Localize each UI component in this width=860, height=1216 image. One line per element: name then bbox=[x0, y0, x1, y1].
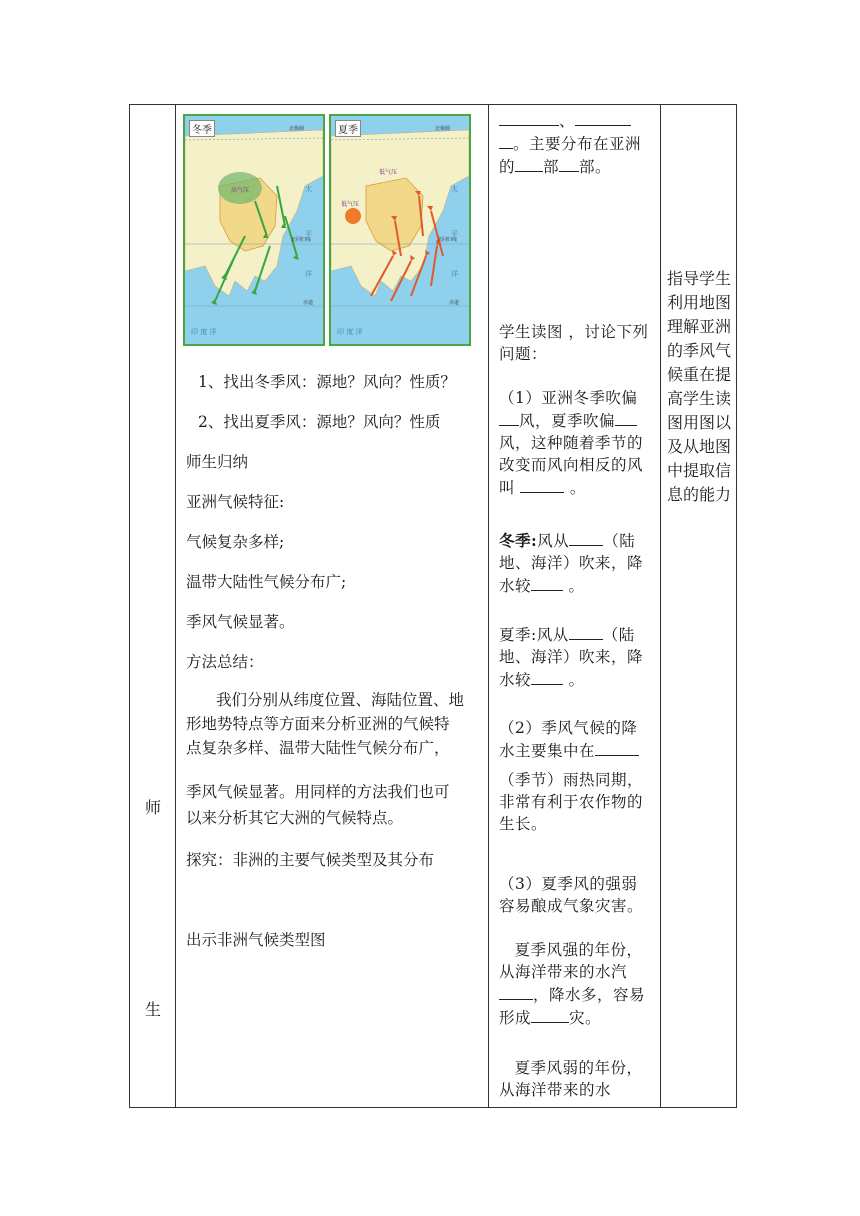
summer-low-pressure-label: 低气压 bbox=[379, 169, 398, 176]
winter-ocean-label-1: 太 bbox=[305, 185, 312, 193]
method-text-line-2: 形地势特点等方面来分析亚洲的气候特 bbox=[186, 715, 450, 733]
blank bbox=[615, 409, 637, 426]
text: 部。 bbox=[579, 158, 612, 176]
summer-low-pressure-label-2: 低气压 bbox=[341, 201, 360, 208]
winter-map-graphic bbox=[185, 116, 323, 344]
explore-africa-climate: 探究：非洲的主要气候类型及其分布 bbox=[186, 851, 435, 869]
text: 部 bbox=[543, 158, 560, 176]
role-column bbox=[130, 105, 176, 1107]
winter-ocean-label-3: 洋 bbox=[305, 270, 312, 278]
blank bbox=[569, 623, 603, 640]
blank bbox=[499, 409, 519, 426]
teacher-column bbox=[176, 105, 489, 1107]
text: ，降水多，容易形成 bbox=[499, 986, 646, 1027]
blank bbox=[569, 529, 603, 546]
summer-map-label: 夏季 bbox=[335, 120, 361, 137]
winter-label: 冬季: bbox=[499, 531, 538, 550]
winter-equator-label: 赤道 bbox=[303, 300, 314, 306]
text: （陆地、海洋）吹来，降水较 bbox=[499, 626, 644, 689]
student-weak-monsoon: 夏季风弱的年份，从海洋带来的水 bbox=[499, 1059, 643, 1099]
student-summer-fill bbox=[499, 623, 653, 691]
text: （1）亚洲冬季吹偏 bbox=[499, 389, 638, 407]
student-question-3: （3）夏季风的强弱容易酿成气象灾害。 bbox=[499, 875, 644, 915]
winter-map-label: 冬季 bbox=[189, 120, 215, 137]
text: 风从 bbox=[536, 626, 569, 644]
winter-monsoon-map bbox=[183, 114, 325, 346]
summer-arctic-circle-label: 北极圈 bbox=[435, 126, 451, 132]
method-text-line-1: 我们分别从纬度位置、海陆位置、地 bbox=[216, 691, 465, 709]
blank bbox=[559, 155, 579, 172]
show-africa-climate-map: 出示非洲气候类型图 bbox=[186, 931, 326, 949]
method-text-line-5: 以来分析其它大洲的气候特点。 bbox=[186, 809, 404, 827]
summer-label: 夏季: bbox=[499, 626, 537, 644]
winter-indian-ocean-label: 印 度 洋 bbox=[191, 328, 217, 336]
separator: 、 bbox=[559, 112, 576, 130]
summer-monsoon-map bbox=[329, 114, 471, 346]
climate-feature-1: 气候复杂多样; bbox=[186, 533, 285, 551]
text: 风，夏季吹偏 bbox=[519, 412, 616, 430]
summary-title: 师生归纳 bbox=[186, 453, 249, 471]
winter-high-pressure-label: 高气压 bbox=[231, 187, 250, 194]
student-winter-fill bbox=[499, 529, 653, 597]
intent-column bbox=[661, 105, 737, 1107]
text: 。 bbox=[568, 577, 585, 595]
summer-monsoon-question: 2、找出夏季风：源地？风向？性质 bbox=[198, 413, 441, 431]
text: 风从 bbox=[537, 532, 570, 550]
blank bbox=[499, 983, 533, 1000]
blank bbox=[531, 574, 563, 591]
blank bbox=[595, 739, 639, 756]
summer-ocean-label-3: 洋 bbox=[451, 270, 458, 278]
text: 风，这种随着季节的改变而风向相反的风叫 bbox=[499, 434, 644, 497]
text: 。 bbox=[568, 671, 585, 689]
text: 灾。 bbox=[569, 1009, 602, 1027]
text: （陆地、海洋）吹来，降水较 bbox=[499, 532, 644, 595]
blank bbox=[575, 109, 631, 126]
method-text-line-4: 季风气候显著。用同样的方法我们也可 bbox=[186, 783, 450, 801]
blank bbox=[531, 668, 563, 685]
method-summary-title: 方法总结： bbox=[186, 653, 264, 671]
design-intent-text: 指导学生利用地图理解亚洲的季风气候重在提高学生读图用图以及从地图中提取信息的能力 bbox=[667, 269, 732, 504]
role-teacher: 师 bbox=[144, 798, 161, 817]
climate-feature-2: 温带大陆性气候分布广; bbox=[186, 573, 347, 591]
student-column bbox=[489, 105, 661, 1107]
student-fill-top bbox=[499, 109, 653, 178]
summer-equator-label: 赤道 bbox=[449, 300, 460, 306]
student-question-2 bbox=[499, 717, 653, 762]
lesson-table bbox=[129, 104, 737, 1108]
student-question-2-cont: （季节）雨热同期，非常有利于农作物的生长。 bbox=[499, 771, 644, 833]
climate-feature-title: 亚洲气候特征: bbox=[186, 493, 285, 511]
blank bbox=[515, 155, 543, 172]
climate-feature-3: 季风气候显著。 bbox=[186, 613, 295, 631]
text: （2）季风气候的降水主要集中在 bbox=[499, 719, 638, 760]
winter-monsoon-question: 1、找出冬季风：源地？风向？性质？ bbox=[198, 373, 456, 391]
blank bbox=[499, 109, 559, 126]
summer-indian-ocean-label: 印 度 洋 bbox=[337, 328, 363, 336]
winter-ocean-label-2: 平 bbox=[305, 230, 312, 238]
student-read-map: 学生读图 ，讨论下列问题： bbox=[499, 323, 649, 363]
blank bbox=[499, 132, 513, 149]
monsoon-maps bbox=[183, 114, 481, 346]
blank bbox=[520, 476, 564, 493]
summer-map-graphic bbox=[331, 116, 469, 344]
summer-tropic-label: 北回归线 bbox=[437, 237, 458, 243]
student-strong-monsoon bbox=[499, 939, 653, 1029]
text: 。主要分布在亚洲 bbox=[513, 135, 642, 153]
student-question-1 bbox=[499, 387, 653, 499]
method-text-line-3: 点复杂多样、温带大陆性气候分布广， bbox=[186, 739, 450, 757]
text: 的 bbox=[499, 158, 516, 176]
summer-ocean-label-2: 平 bbox=[451, 230, 458, 238]
text: 夏季风强的年份，从海洋带来的水汽 bbox=[499, 941, 643, 981]
text: 。 bbox=[569, 479, 586, 497]
blank bbox=[531, 1006, 569, 1023]
summer-ocean-label-1: 太 bbox=[451, 185, 458, 193]
winter-arctic-circle-label: 北极圈 bbox=[289, 126, 305, 132]
winter-tropic-label: 北回归线 bbox=[291, 237, 312, 243]
role-student: 生 bbox=[144, 1000, 161, 1019]
